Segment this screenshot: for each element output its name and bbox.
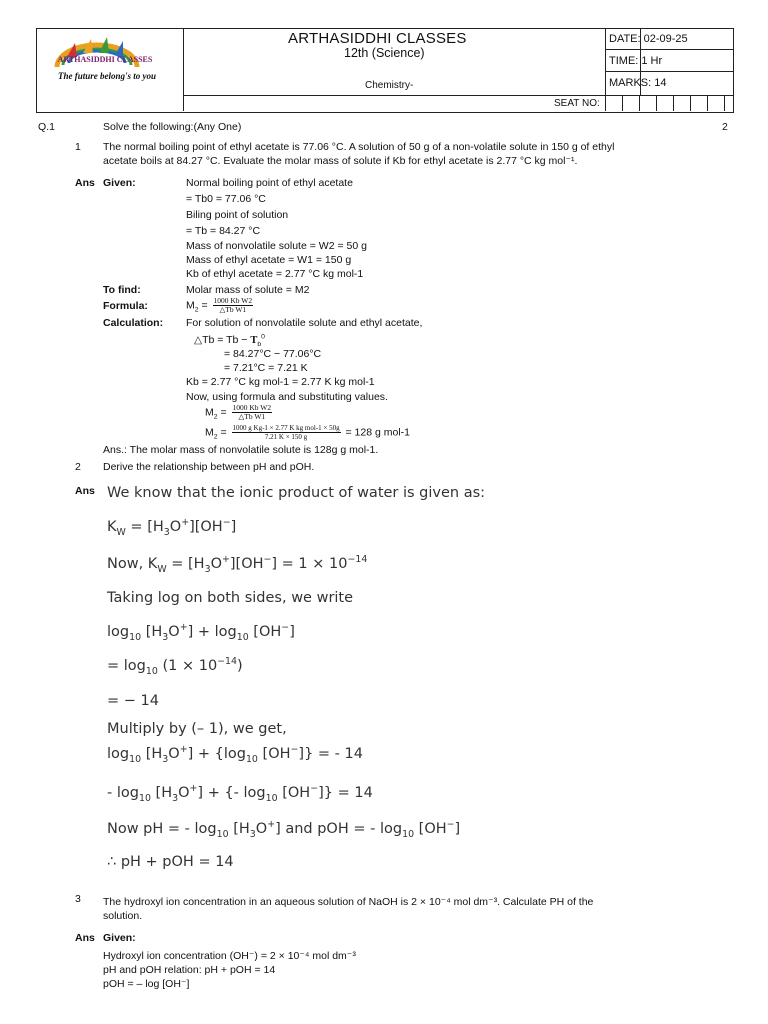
marks: MARKS: 14 — [609, 77, 667, 89]
school-name: ARTHASIDDHI CLASSES — [288, 30, 467, 47]
s2-line-9: - $\log_{10} [H_3O^+]$ + {- $\log_{10} [OH^-]\} = 14$ — [107, 783, 373, 804]
s3-given-label: Given: — [103, 932, 136, 944]
formula-repeat-numerator: 1000 Kb W2 — [232, 403, 272, 412]
formula-numerator: 1000 Kb W2 — [213, 296, 253, 305]
seat-row — [184, 95, 733, 112]
s2-line-11: ∴ pH + pOH = 14 — [107, 854, 234, 870]
s1-given-2: = Tb0 = 77.06 °C — [186, 193, 266, 205]
formula-repeat-denominator: △Tb W1 — [238, 412, 266, 421]
header-table — [36, 28, 734, 113]
s1-given-3: Biling point of solution — [186, 209, 289, 221]
s2-number: 2 — [75, 461, 81, 473]
time: TIME: 1 Hr — [606, 51, 733, 72]
s1-number: 1 — [75, 141, 81, 153]
s1-given-4: = Tb = 84.27 °C — [186, 225, 261, 237]
s1-line2: acetate boils at 84.27 °C. Evaluate the molar mass of solute if Kb for ethyl acetate is 2.77 °C kg mol⁻¹. — [103, 155, 578, 167]
s1-tofind-value: Molar mass of solute = M2 — [186, 284, 310, 296]
s1-formula: $M_2$ = $\frac{\text{1000 Kb W2}}{\text{△Tb W1}}$ — [186, 296, 253, 314]
s2-line-8: $\log_{10} [H_3O^+] + \{\log_{10}$ [OH−]} = - 14 — [107, 744, 363, 765]
s1-given-5: Mass of nonvolatile solute = W2 = 50 g — [186, 240, 367, 252]
q1-title: Solve the following:(Any One) — [103, 121, 242, 133]
formula-fraction — [213, 297, 254, 314]
s3-given-1: Hydroxyl ion concentration (OH⁻) = 2 × 10⁻⁴ mol dm⁻³ — [103, 950, 356, 962]
s2-line-6: = − 14 — [107, 693, 159, 709]
s1-calc-4: Kb = 2.77 °C kg mol-1 = 2.77 K kg mol-1 — [186, 376, 375, 388]
s1-calc-3: = 7.21°C = 7.21 K — [224, 362, 308, 374]
s1-calc-1: For solution of nonvolatile solute and ethyl acetate, — [186, 317, 423, 329]
s2-line-10: Now pH = - $\log_{10} [H_3O^+]$ and pOH = - $\log_{10} [OH^-]$ — [107, 819, 461, 840]
s2-line-3: Taking log on both sides, we write — [107, 590, 354, 606]
s1-calc-5: Now, using formula and substituting values. — [186, 391, 388, 403]
s2-line-kw: $K_W = [H_3O^+][OH^-]$ — [107, 517, 237, 538]
s2-text: Derive the relationship between pH and pOH. — [103, 461, 315, 473]
substitution-result: = 128 g mol-1 — [345, 426, 410, 439]
s1-ans-label: Ans — [75, 177, 95, 189]
s3-number: 3 — [75, 893, 81, 905]
s3-ans-label: Ans — [75, 932, 95, 944]
s2-ans-label: Ans — [75, 485, 95, 497]
s1-formula-repeat: $M_2$ = $\frac{\text{1000 Kb W2}}{\text{△Tb W1}}$ — [205, 403, 272, 421]
s1-calc-2: = 84.27°C − 77.06°C — [224, 348, 322, 360]
s2-line-log-sum: $\log_{10} [H_3O^+] + \log_{10} [OH^-]$ — [107, 622, 295, 643]
date: DATE: 02-09-25 — [606, 29, 733, 50]
subject: Chemistry- — [365, 80, 414, 91]
seat-number-boxes[interactable] — [605, 96, 741, 111]
s1-tofind-label: To find: — [103, 284, 141, 296]
substitution-denominator: 7.21 K × 150 g — [264, 433, 308, 441]
s1-calc-label: Calculation: — [103, 317, 164, 329]
substitution-numerator: 1000 g Kg-1 × 2.77 K kg mol-1 × 50g — [232, 424, 340, 432]
s1-formula-label: Formula: — [103, 300, 148, 312]
title-cell — [184, 29, 641, 95]
s2-line-log-value: = $\log_{10} (1 \times 10^{-14})$ — [107, 656, 243, 677]
s1-line1: The normal boiling point of ethyl acetate is 77.06 °C. A solution of 50 g of a non-volatile solute in 150 g of ethyl — [103, 141, 615, 153]
q1-label: Q.1 — [38, 121, 55, 133]
logo-tagline: The future belong's to you — [57, 71, 157, 81]
s1-given-label: Given: — [103, 177, 136, 189]
formula-denominator: △Tb W1 — [219, 305, 247, 314]
s1-given-7: Kb of ethyl acetate = 2.77 °C kg mol-1 — [186, 268, 364, 280]
s3-line2: solution. — [103, 910, 143, 922]
logo — [37, 29, 184, 111]
logo-name: ARTHASIDDHI CLASSES — [57, 55, 153, 64]
seat-label: SEAT NO: — [554, 98, 600, 109]
s1-final-answer: Ans.: The molar mass of nonvolatile solute is 128g g mol-1. — [103, 444, 379, 456]
info-cell — [605, 29, 733, 95]
s2-line-7: Multiply by (– 1), we get, — [107, 721, 287, 737]
s1-given-6: Mass of ethyl acetate = W1 = 150 g — [186, 254, 352, 266]
s2-line-kw-value: Now, $K_W = [H_3O^+][OH^-] = 1 \times 10^{-14}$ — [107, 554, 368, 575]
standard: 12th (Science) — [344, 46, 425, 60]
s3-given-3: pOH = – log [OH⁻] — [103, 978, 190, 990]
s1-substitution: $M_2$ = $\frac{\text{1000 g Kg-1 × 2.77 K kg mol-1 × 50g}}{7.21 K \times 150 g}$ = 128 g mol-1 — [205, 424, 410, 441]
q1-marks: 2 — [722, 121, 728, 133]
s3-given-2: pH and pOH relation: pH + pOH = 14 — [103, 964, 276, 976]
s2-line-1: We know that the ionic product of water is given as: — [107, 485, 486, 501]
s3-line1: The hydroxyl ion concentration in an aqueous solution of NaOH is 2 × 10⁻⁴ mol dm⁻³. Calculate PH of the — [103, 896, 594, 908]
s1-given-1: Normal boiling point of ethyl acetate — [186, 177, 353, 189]
s1-calc-delta: △Tb = $Tb - T_b^0$ — [194, 333, 265, 349]
logo-sunburst-icon — [37, 29, 183, 111]
